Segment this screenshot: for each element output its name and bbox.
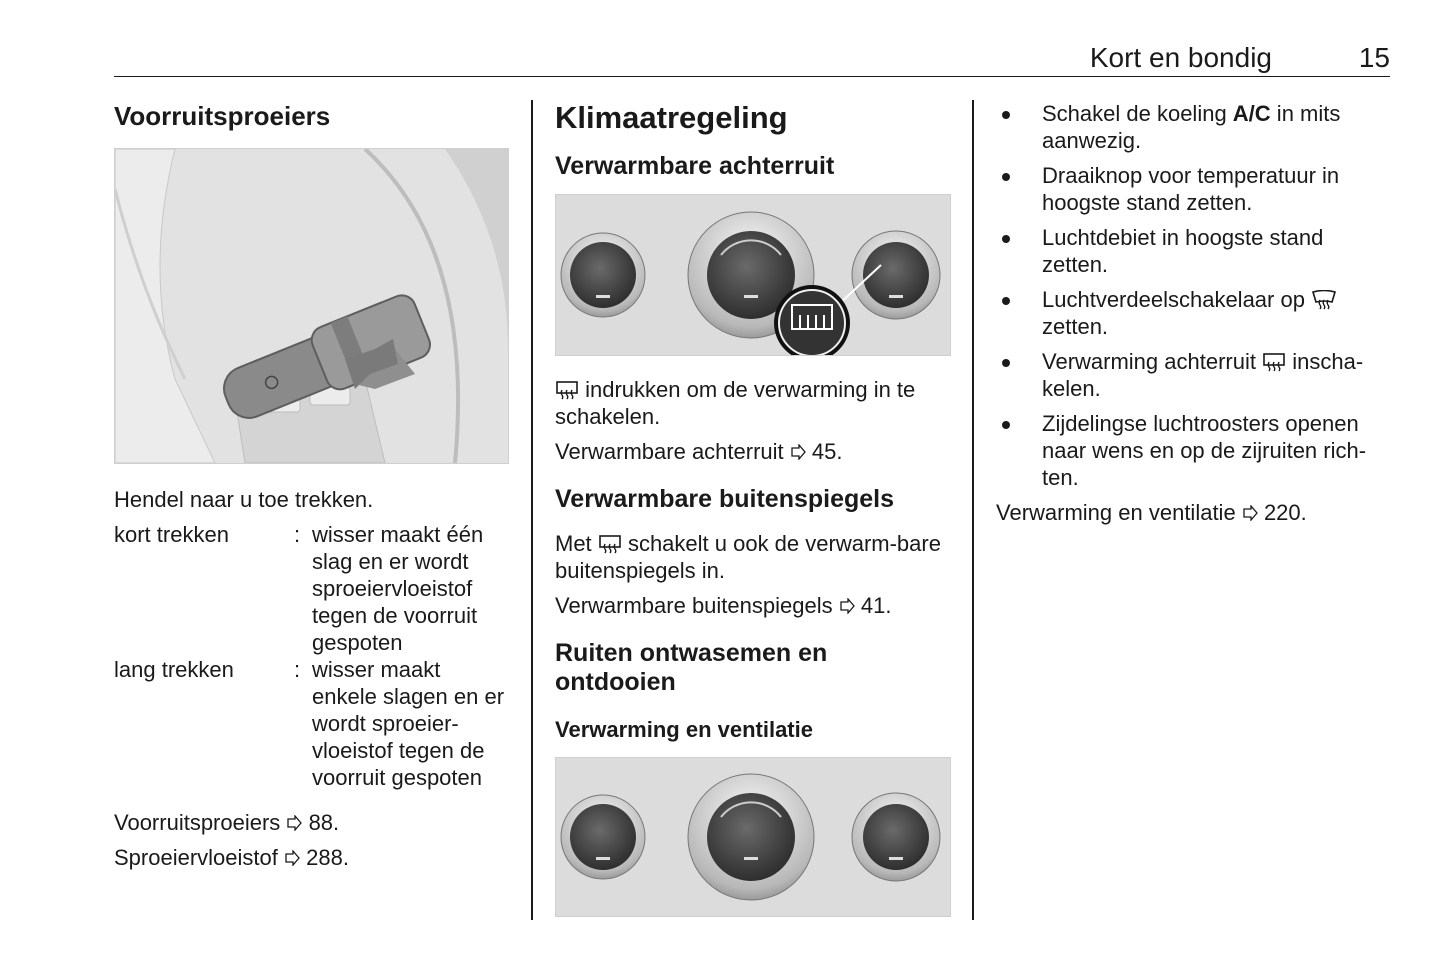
column-divider bbox=[972, 100, 974, 920]
climate-panel-figure-2 bbox=[555, 757, 951, 917]
def-desc: wisser maakt enkele slagen en er wordt sproeier-vloeistof tegen de voorruit gespoten bbox=[312, 657, 505, 790]
list-item: Verwarming achterruit inscha-kelen. bbox=[996, 348, 1390, 402]
cross-reference[interactable]: Verwarming en ventilatie 220. bbox=[996, 500, 1307, 525]
cross-reference[interactable]: Verwarmbare buitenspiegels 41. bbox=[555, 593, 892, 618]
bullet-icon bbox=[1002, 173, 1010, 181]
rear-window-defrost-icon bbox=[1262, 352, 1286, 372]
wiper-stalk-illustration bbox=[115, 149, 508, 463]
def-desc: wisser maakt één slag en er wordt sproeiervloeistof tegen de voorruit gespoten bbox=[312, 522, 484, 655]
def-term: lang trekken bbox=[114, 657, 234, 682]
subsection-heading: Verwarmbare achterruit bbox=[555, 152, 835, 180]
cross-reference[interactable]: Verwarmbare achterruit 45. bbox=[555, 439, 843, 464]
reference-arrow-icon bbox=[286, 815, 302, 831]
climate-panel-rear-defrost-illustration bbox=[556, 195, 950, 355]
paragraph: Met schakelt u ook de verwarm-bare buitenspiegels in. bbox=[555, 531, 941, 583]
list-item: Luchtdebiet in hoogste stand zetten. bbox=[996, 224, 1390, 278]
cross-reference[interactable]: Voorruitsproeiers 88. bbox=[114, 810, 340, 835]
bullet-icon bbox=[1002, 359, 1010, 367]
reference-arrow-icon bbox=[284, 850, 300, 866]
bullet-icon bbox=[1002, 421, 1010, 429]
section-heading: Voorruitsproeiers bbox=[114, 101, 331, 131]
column-divider bbox=[531, 100, 533, 920]
windscreen-defrost-icon bbox=[1311, 290, 1337, 310]
column-3 bbox=[996, 100, 1390, 526]
sub-subsection-heading: Verwarming en ventilatie bbox=[555, 717, 813, 742]
list-item: Schakel de koeling A/C in mits aanwezig. bbox=[996, 100, 1390, 154]
paragraph: indrukken om de verwarming in te schakelen. bbox=[555, 377, 916, 429]
list-item: Draaiknop voor temperatuur in hoogste stand zetten. bbox=[996, 162, 1390, 216]
column-1 bbox=[114, 100, 509, 871]
section-title: Kort en bondig bbox=[1089, 42, 1272, 73]
rear-window-defrost-icon bbox=[598, 534, 622, 554]
list-item: Zijdelingse luchtroosters openen naar wens en op de zijruiten rich-ten. bbox=[996, 410, 1390, 491]
wiper-stalk-figure bbox=[114, 148, 509, 464]
column-2 bbox=[555, 100, 951, 917]
bullet-icon bbox=[1002, 111, 1010, 119]
cross-reference[interactable]: Sproeiervloeistof 288. bbox=[114, 845, 349, 870]
reference-arrow-icon bbox=[1242, 505, 1258, 521]
bullet-icon bbox=[1002, 235, 1010, 243]
reference-arrow-icon bbox=[790, 444, 806, 460]
intro-text: Hendel naar u toe trekken. bbox=[114, 487, 374, 512]
page-header bbox=[114, 40, 1390, 77]
bullet-icon bbox=[1002, 297, 1010, 305]
def-sep: : bbox=[294, 657, 301, 682]
page-number: 15 bbox=[1358, 42, 1390, 73]
subsection-heading: Verwarmbare buitenspiegels bbox=[555, 485, 895, 513]
def-term: kort trekken bbox=[114, 522, 229, 547]
def-sep: : bbox=[294, 522, 301, 547]
list-item: Luchtverdeelschakelaar op zetten. bbox=[996, 286, 1390, 340]
reference-arrow-icon bbox=[839, 598, 855, 614]
definition-list bbox=[114, 521, 509, 791]
subsection-heading: Ruiten ontwasemen en ontdooien bbox=[555, 639, 828, 696]
climate-panel-figure-1 bbox=[555, 194, 951, 356]
chapter-heading: Klimaatregeling bbox=[555, 100, 788, 135]
climate-panel-illustration bbox=[556, 758, 950, 916]
rear-window-defrost-icon bbox=[555, 380, 579, 400]
instruction-list bbox=[996, 100, 1390, 491]
